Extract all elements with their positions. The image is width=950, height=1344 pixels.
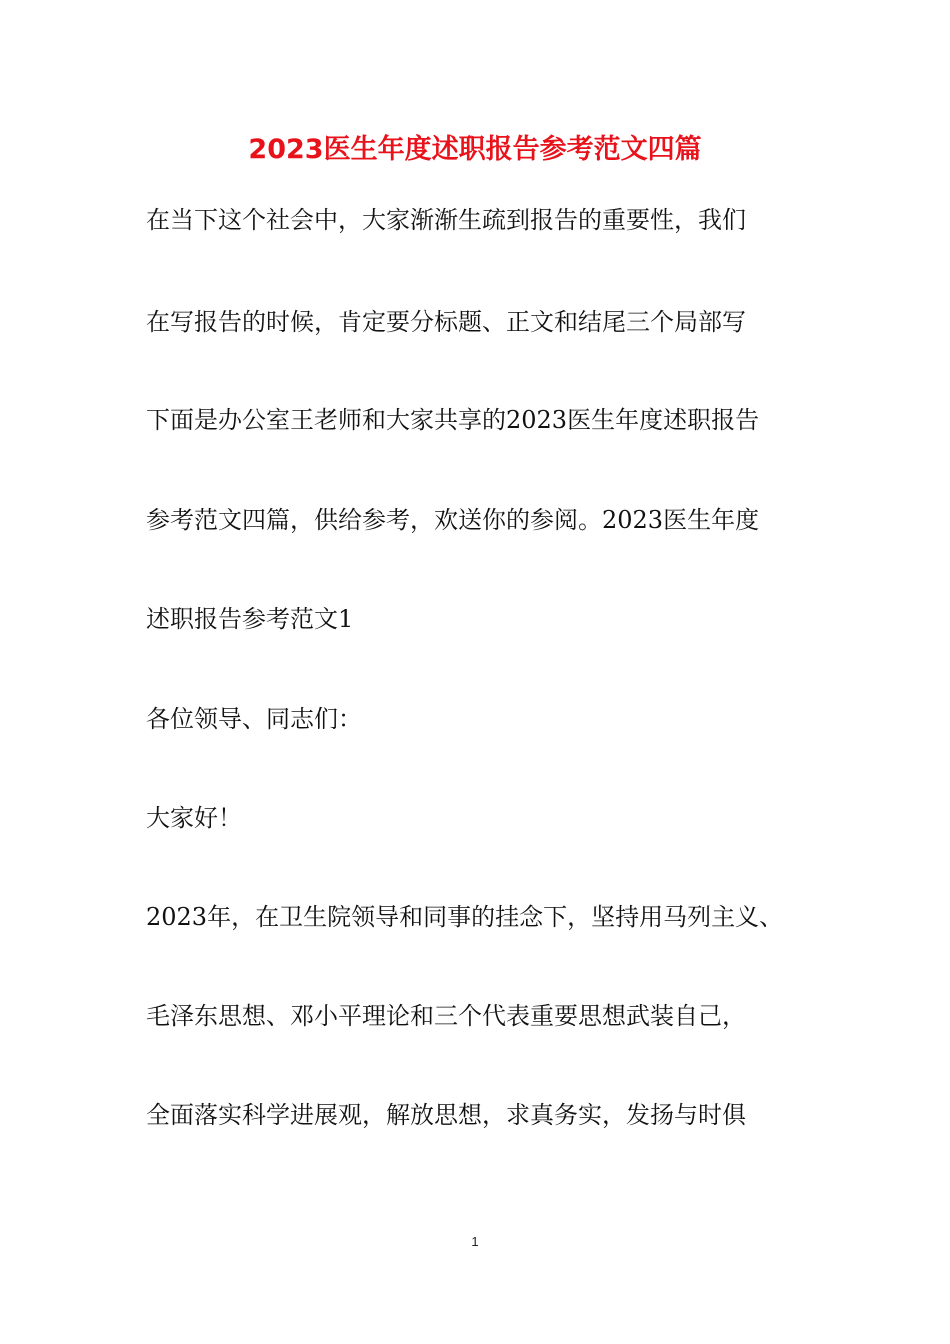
- body-line-4: 参考范文四篇，供给参考，欢送你的参阅。2023医生年度: [146, 506, 760, 534]
- page-number: 1: [471, 1234, 479, 1249]
- document-title: 2023医生年度述职报告参考范文四篇: [248, 134, 702, 165]
- body-line-3: 下面是办公室王老师和大家共享的2023医生年度述职报告: [146, 406, 760, 434]
- salutation-line: 各位领导、同志们：: [146, 705, 362, 733]
- body-line-8: 2023年，在卫生院领导和同事的挂念下，坚持用马列主义、: [146, 903, 784, 931]
- body-line-9: 毛泽东思想、邓小平理论和三个代表重要思想武装自己，: [146, 1002, 746, 1030]
- body-line-1: 在当下这个社会中，大家渐渐生疏到报告的重要性，我们: [146, 206, 746, 234]
- body-line-5: 述职报告参考范文1: [146, 605, 354, 633]
- body-line-2: 在写报告的时候，肯定要分标题、正文和结尾三个局部写: [146, 308, 746, 336]
- greeting-line: 大家好！: [146, 804, 242, 832]
- body-line-10: 全面落实科学进展观，解放思想，求真务实，发扬与时俱: [146, 1101, 746, 1129]
